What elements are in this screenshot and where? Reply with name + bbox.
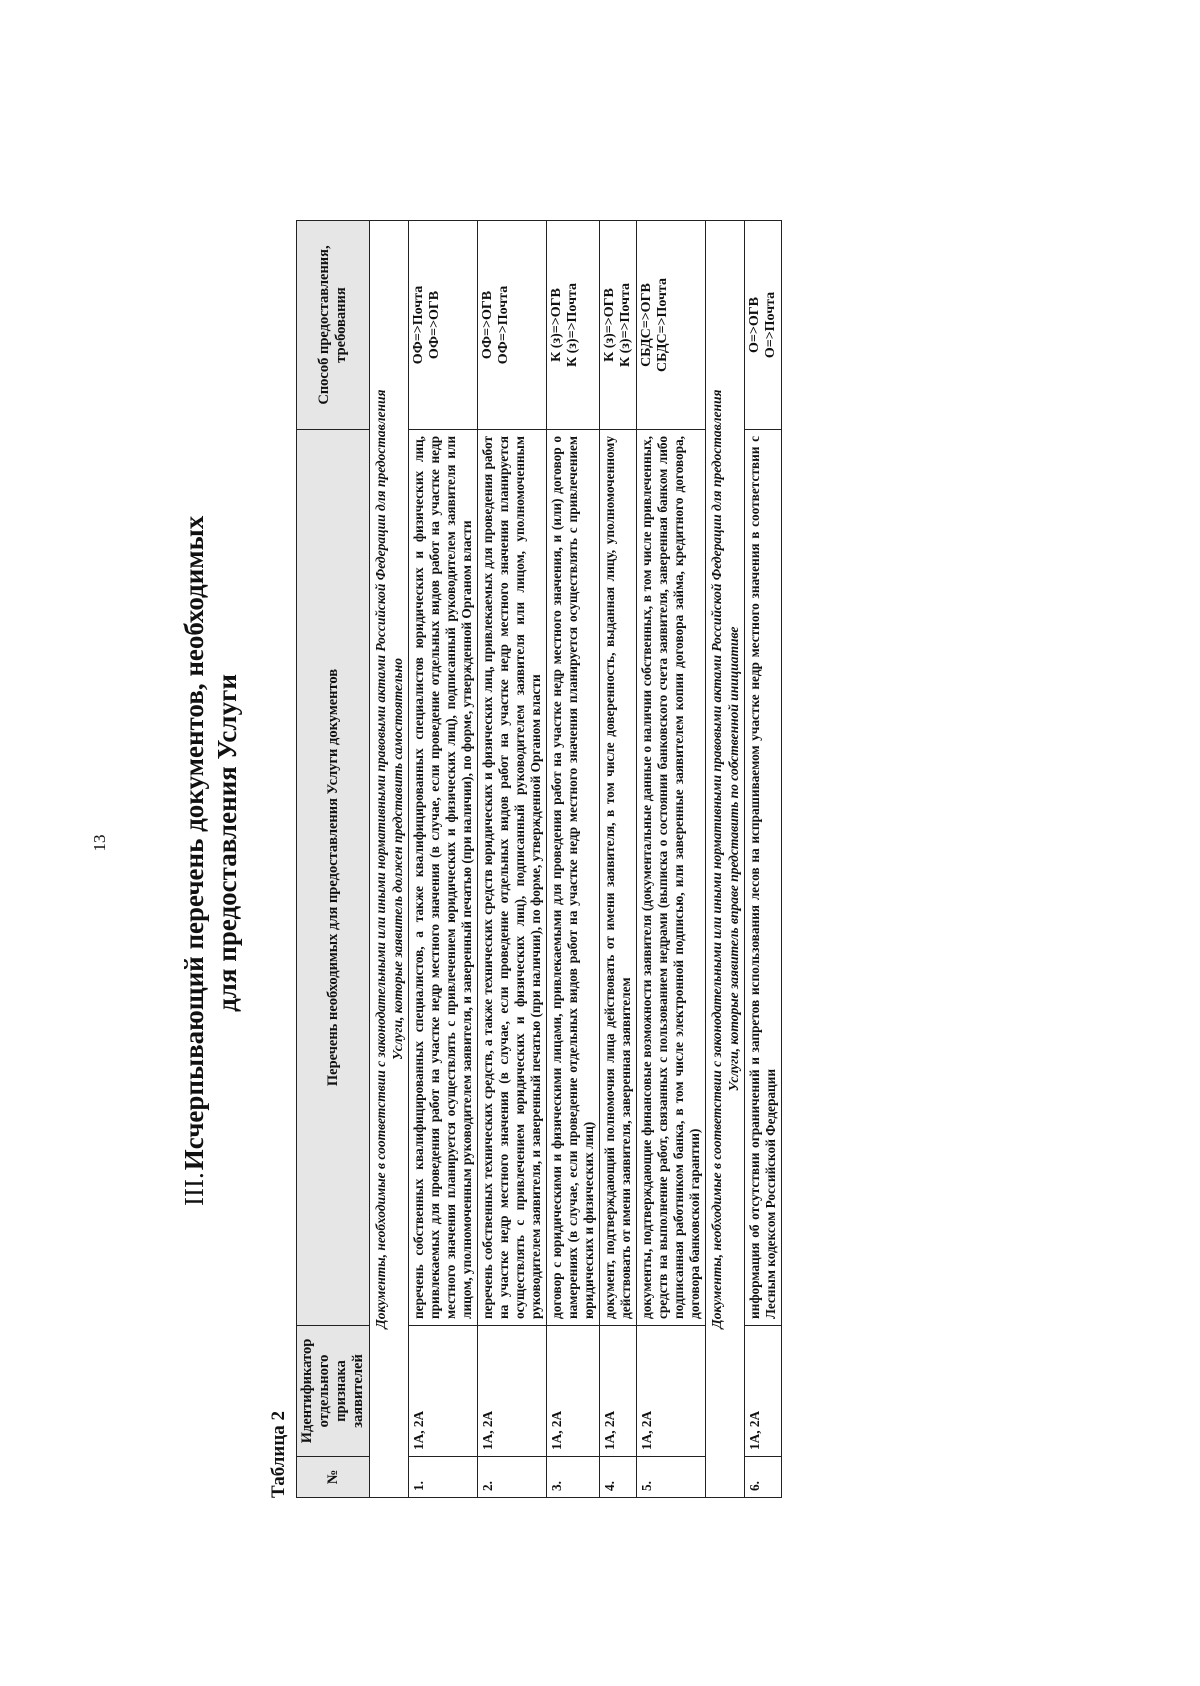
method-option: ОФ=>Почта xyxy=(496,285,511,365)
documents-table xyxy=(296,220,782,1498)
section-title-1 xyxy=(370,221,409,1498)
method-option: К (з)=>ОГВ xyxy=(549,288,564,362)
row-method xyxy=(600,221,637,430)
row-identifier: 1А, 2А xyxy=(637,1326,706,1457)
method-option: ОФ=>ОГВ xyxy=(480,290,495,360)
row-method xyxy=(478,221,547,430)
row-identifier: 1А, 2А xyxy=(478,1326,547,1457)
row-method xyxy=(547,221,600,430)
table-header-row xyxy=(297,221,370,1498)
table-row xyxy=(547,221,600,1498)
heading-line-1: Исчерпывающий перечень документов, необходимых xyxy=(179,515,209,1171)
header-identifier: Идентификатор отдельного признака заявителей xyxy=(297,1326,370,1457)
row-identifier: 1А, 2А xyxy=(745,1326,782,1457)
header-method: Способ предоставления, требования xyxy=(297,221,370,430)
row-number: 1. xyxy=(409,1457,478,1498)
method-option: ОФ=>Почта xyxy=(411,285,426,365)
row-method xyxy=(409,221,478,430)
method-option: О=>ОГВ xyxy=(747,297,762,353)
section-number: III. xyxy=(179,1172,209,1206)
table-row xyxy=(745,221,782,1498)
row-identifier: 1А, 2А xyxy=(409,1326,478,1457)
section-2-line-2: Услуги, которые заявитель вправе представить по собственной инициативе xyxy=(726,626,741,1092)
section-2-line-1: Документы, необходимые в соответствии с законодательными или иными нормативными правовыми актами Российской Федерации для предоставления xyxy=(709,389,724,1329)
section-1-line-1: Документы, необходимые в соответствии с законодательными или иными нормативными правовыми актами Российской Федерации для предоставления xyxy=(373,389,388,1329)
method-option: К (з)=>Почта xyxy=(565,282,580,368)
table-row xyxy=(637,221,706,1498)
method-option: СБДС=>Почта xyxy=(655,278,670,373)
heading-line-2: для предоставления Услуги xyxy=(212,674,242,1012)
row-document-text: документ, подтверждающий полномочия лица действовать от имени заявителя, в том числе доверенность, выданная лицу, уполномоченному действовать от имени заявителя, заверенная заявителем xyxy=(600,430,637,1326)
method-option: СБДС=>ОГВ xyxy=(639,283,654,367)
page-number: 13 xyxy=(90,834,109,852)
header-documents: Перечень необходимых для предоставления Услуги документов xyxy=(297,430,370,1326)
method-option: К (з)=>ОГВ xyxy=(602,288,617,362)
section-row-1 xyxy=(370,221,409,1498)
section-1-line-2: Услуги, которые заявитель должен представить самостоятельно xyxy=(390,658,405,1060)
table-row xyxy=(478,221,547,1498)
row-document-text: информация об отсутствии ограничений и запретов использования лесов на испрашиваемом участке недр местного значения в соответствии с Лесным кодексом Российской Федерации xyxy=(745,430,782,1326)
row-number: 6. xyxy=(745,1457,782,1498)
section-title-2 xyxy=(706,221,745,1498)
method-option: О=>Почта xyxy=(763,291,778,359)
method-option: К (з)=>Почта xyxy=(618,282,633,368)
row-identifier: 1А, 2А xyxy=(600,1326,637,1457)
table-row xyxy=(409,221,478,1498)
method-option: ОФ=>ОГВ xyxy=(427,290,442,360)
row-identifier: 1А, 2А xyxy=(547,1326,600,1457)
section-row-2 xyxy=(706,221,745,1498)
row-method xyxy=(745,221,782,430)
row-document-text: договор с юридическими и физическими лицами, привлекаемыми для проведения работ на участке недр местного значения, и (или) договор о намерениях (в случае, если проведение отдельных видов работ на участке недр местного значения планируется осуществлять с привлечением юридических и физических лиц) xyxy=(547,430,600,1326)
row-number: 2. xyxy=(478,1457,547,1498)
row-number: 4. xyxy=(600,1457,637,1498)
row-document-text: документы, подтверждающие финансовые возможности заявителя (документальные данные о наличии собственных, в том числе привлеченных, средств на выполнение работ, связанных с пользованием недрами (выписка о состоянии банковского счета заявителя, заверенная банком либо подписанная работником банка, в том числе электронной подписью, или заверенные заявителем копии договора займа, кредитного договора, договора банковской гарантии) xyxy=(637,430,706,1326)
row-document-text: перечень собственных технических средств, а также технических средств юридических и физических лиц, привлекаемых для проведения работ на участке недр местного значения (в случае, если проведение отдельных видов работ на участке недр местного значения планируется осуществлять с привлечением юридических и физических лиц), подписанный руководителем заявителя или лицом, уполномоченным руководителем заявителя, и заверенный печатью (при наличии), по форме, утвержденной Органом власти xyxy=(478,430,547,1326)
table-caption: Таблица 2 xyxy=(268,1410,289,1498)
section-heading xyxy=(178,200,244,1486)
header-num: № xyxy=(297,1457,370,1498)
row-number: 3. xyxy=(547,1457,600,1498)
table-row xyxy=(600,221,637,1498)
row-number: 5. xyxy=(637,1457,706,1498)
row-document-text: перечень собственных квалифицированных специалистов, а также квалифицированных специалистов юридических и физических лиц, привлекаемых для проведения работ на участке недр местного значения (в случае, если проведение отдельных видов работ на участке недр местного значения планируется осуществлять с привлечением юридических и физических лиц), подписанный руководителем заявителя или лицом, уполномоченным руководителем заявителя, и заверенный печатью (при наличии), по форме, утвержденной Органом власти xyxy=(409,430,478,1326)
row-method xyxy=(637,221,706,430)
